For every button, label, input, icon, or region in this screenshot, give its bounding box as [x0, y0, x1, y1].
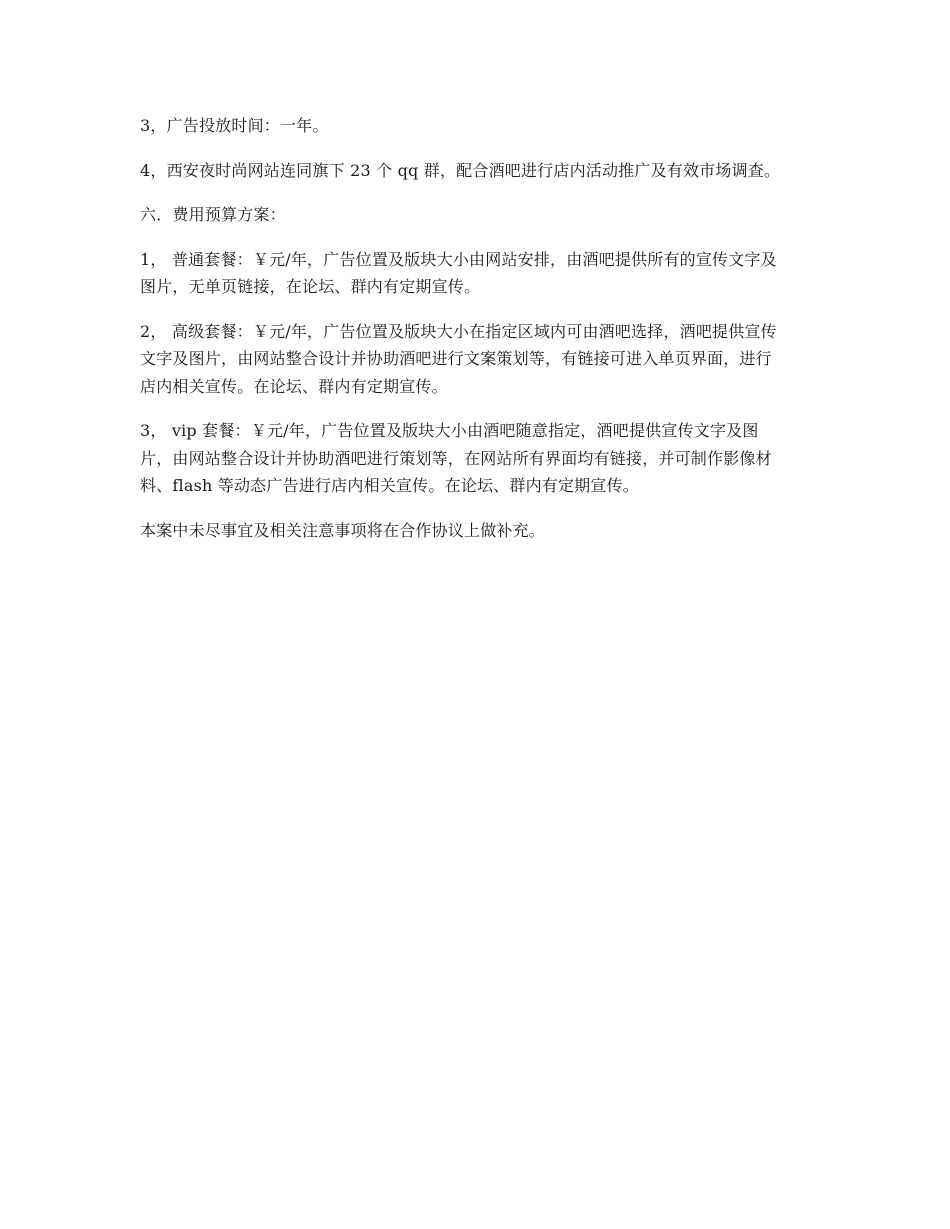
- ad-duration-item: [140, 112, 812, 140]
- text-line: 2， 高级套餐：￥元/年，广告位置及版块大小在指定区域内可由酒吧选择，酒吧提供宣传: [140, 321, 777, 341]
- closing-note: [140, 517, 812, 545]
- text-line: 本案中未尽事宜及相关注意事项将在合作协议上做补充。: [140, 520, 546, 540]
- text-line: 片，由网站整合设计并协助酒吧进行策划等，在网站所有界面均有链接，并可制作影像材: [140, 448, 772, 468]
- text-line: 3， vip 套餐：￥元/年，广告位置及版块大小由酒吧随意指定，酒吧提供宣传文字及图: [140, 421, 759, 440]
- qq-group-promotion-item: [140, 157, 812, 185]
- text-line: 店内相关宣传。在论坛、群内有定期宣传。: [140, 376, 448, 396]
- vip-package-item: [140, 417, 812, 500]
- advanced-package-item: [140, 318, 812, 401]
- basic-package-item: [140, 246, 812, 301]
- text-line: 六．费用预算方案：: [140, 205, 286, 224]
- text-line: 4，西安夜时尚网站连同旗下 23 个 qq 群，配合酒吧进行店内活动推广及有效市场调查。: [140, 160, 781, 180]
- text-line: 1， 普通套餐：￥元/年，广告位置及版块大小由网站安排，由酒吧提供所有的宣传文字及: [140, 249, 777, 269]
- document-body: [140, 112, 812, 561]
- text-line: 文字及图片，由网站整合设计并协助酒吧进行文案策划等，有链接可进入单页界面，进行: [140, 349, 772, 368]
- text-line: 图片，无单页链接，在论坛、群内有定期宣传。: [140, 277, 481, 296]
- text-line: 3，广告投放时间：一年。: [140, 116, 329, 135]
- section-heading-budget: [140, 201, 812, 229]
- text-line: 料、flash 等动态广告进行店内相关宣传。在论坛、群内有定期宣传。: [140, 476, 639, 495]
